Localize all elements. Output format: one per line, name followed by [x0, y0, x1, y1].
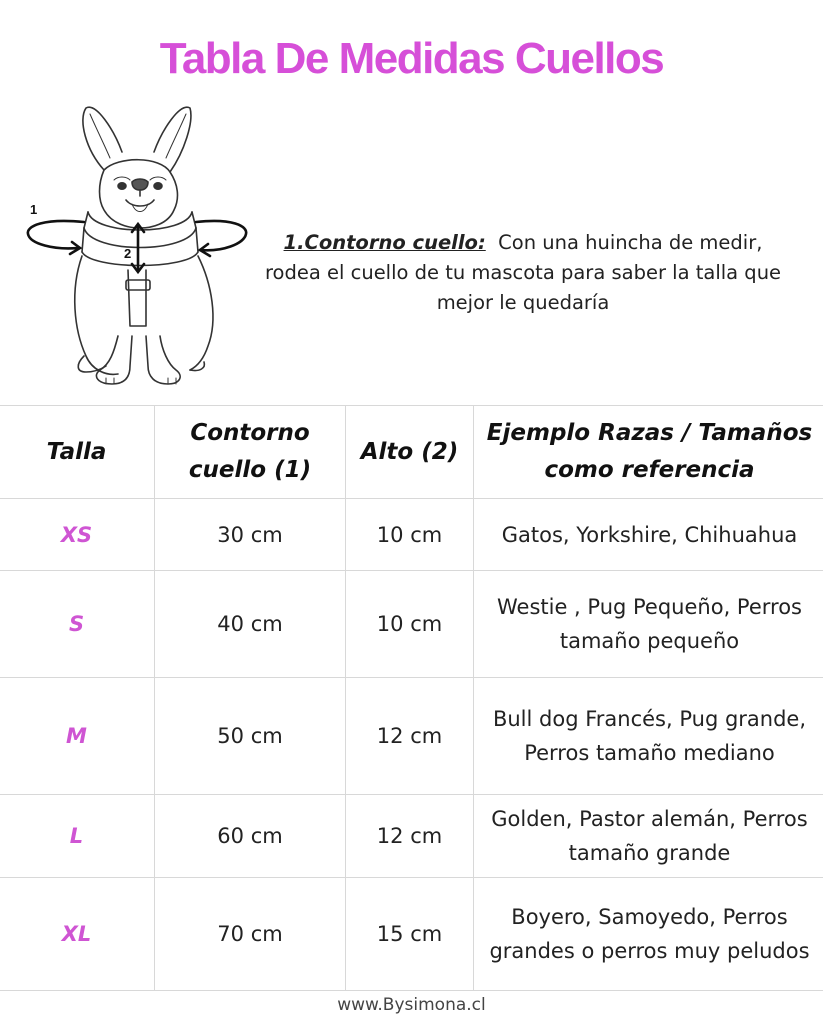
size-table [0, 405, 823, 991]
measurement-instructions [258, 228, 788, 318]
size-label: XL [0, 878, 155, 991]
height-value: 10 cm [346, 571, 474, 678]
dog-illustration [22, 100, 254, 390]
instructions-lead: 1.Contorno cuello: [283, 231, 486, 254]
table-header-row [0, 406, 823, 499]
breeds-value: Gatos, Yorkshire, Chihuahua [474, 499, 823, 571]
height-value: 10 cm [346, 499, 474, 571]
breeds-value: Bull dog Francés, Pug grande, Perros tamaño mediano [474, 678, 823, 795]
instructions-text: Con una huincha de medir, rodea el cuello de tu mascota para saber la talla que mejor le quedaría [264, 231, 782, 314]
measure-label-2: 2 [124, 246, 132, 261]
contour-value: 60 cm [155, 795, 346, 878]
table-row [0, 678, 823, 795]
size-label: S [0, 571, 155, 678]
header-height: Alto (2) [346, 406, 474, 499]
table-row [0, 571, 823, 678]
website-link[interactable]: www.Bysimona.cl [337, 995, 486, 1015]
contour-value: 70 cm [155, 878, 346, 991]
size-label: L [0, 795, 155, 878]
contour-value: 50 cm [155, 678, 346, 795]
table-row [0, 795, 823, 878]
breeds-value: Boyero, Samoyedo, Perros grandes o perros muy peludos [474, 878, 823, 991]
page-title: Tabla De Medidas Cuellos [159, 34, 664, 83]
header-size: Talla [0, 406, 155, 499]
table-row [0, 878, 823, 991]
size-label: M [0, 678, 155, 795]
size-label: XS [0, 499, 155, 571]
contour-value: 30 cm [155, 499, 346, 571]
header-contour: Contorno cuello (1) [155, 406, 346, 499]
height-value: 15 cm [346, 878, 474, 991]
breeds-value: Golden, Pastor alemán, Perros tamaño grande [474, 795, 823, 878]
table-row [0, 499, 823, 571]
header-breeds: Ejemplo Razas / Tamaños como referencia [474, 406, 823, 499]
breeds-value: Westie , Pug Pequeño, Perros tamaño pequeño [474, 571, 823, 678]
height-value: 12 cm [346, 678, 474, 795]
measure-label-1: 1 [30, 202, 38, 217]
height-value: 12 cm [346, 795, 474, 878]
contour-value: 40 cm [155, 571, 346, 678]
